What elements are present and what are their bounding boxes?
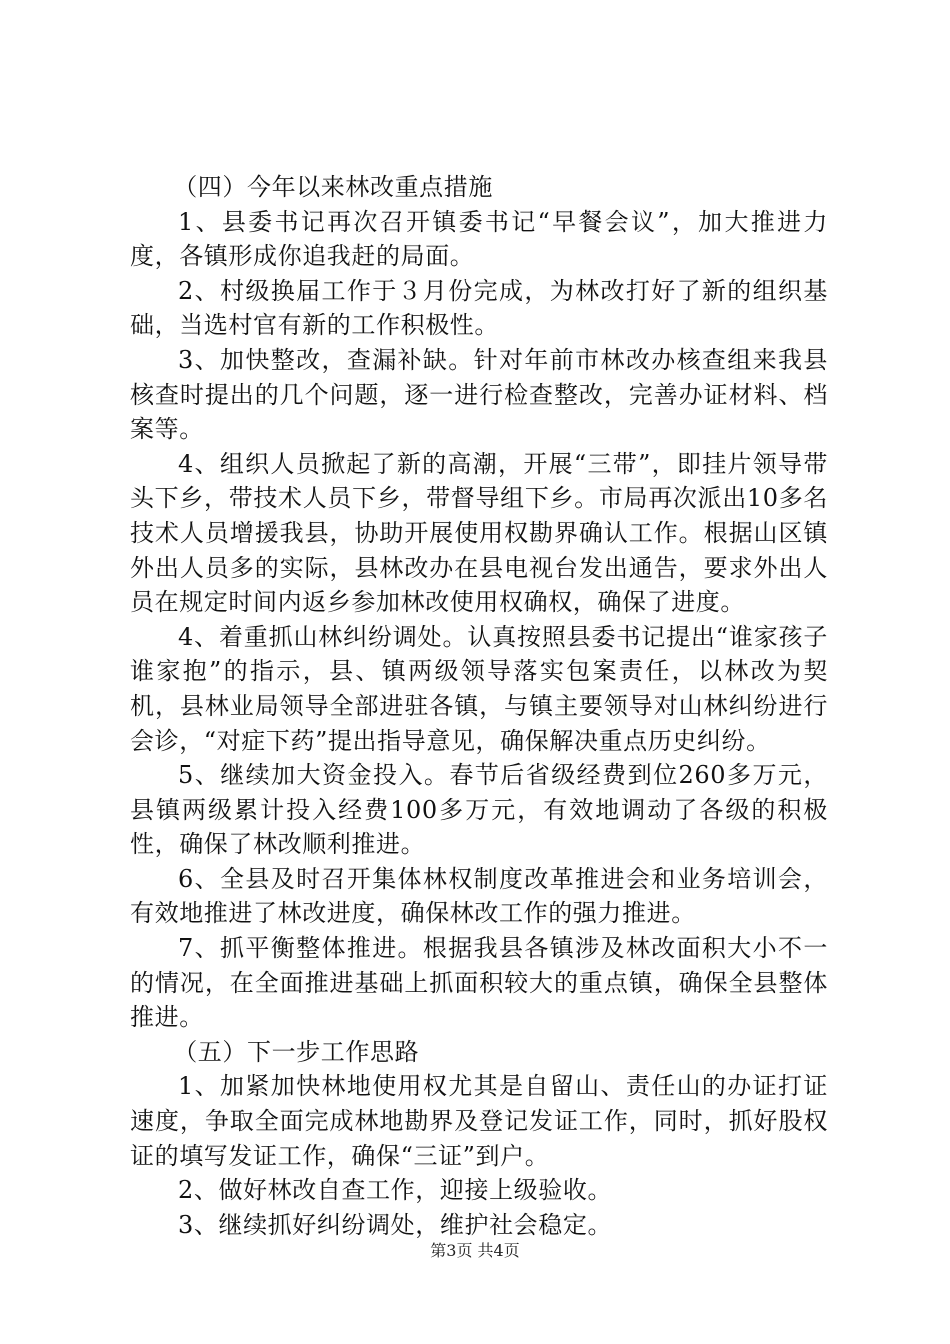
- paragraph-measure-4b: 4、着重抓山林纠纷调处。认真按照县委书记提出“谁家孩子谁家抱”的指示，县、镇两级领导落实包案责任，以林改为契机，县林业局领导全部进驻各镇，与镇主要领导对山林纠纷进行会诊，“对症下药”提出指导意见，确保解决重点历史纠纷。: [130, 622, 828, 755]
- paragraph-measure-4a: 4、组织人员掀起了新的高潮，开展“三带”，即挂片领导带头下乡，带技术人员下乡，带督导组下乡。市局再次派出10多名技术人员增援我县，协助开展使用权勘界确认工作。根据山区镇外出人员多的实际，县林改办在县电视台发出通告，要求外出人员在规定时间内返乡参加林改使用权确权，确保了进度。: [130, 449, 828, 617]
- section-heading-five: （五）下一步工作思路: [173, 1037, 420, 1066]
- paragraph-next-step-3: 3、继续抓好纠纷调处，维护社会稳定。: [178, 1210, 613, 1239]
- document-body: [130, 170, 828, 1242]
- section-heading-four: （四）今年以来林改重点措施: [173, 173, 493, 201]
- page-number-footer: 第3页 共4页: [430, 1241, 520, 1260]
- paragraph-measure-6: 6、全县及时召开集体林权制度改革推进会和业务培训会，有效地推进了林改进度，确保林改工作的强力推进。: [130, 864, 828, 928]
- paragraph-measure-1: 1、县委书记再次召开镇委书记“早餐会议”，加大推进力度，各镇形成你追我赶的局面。: [130, 207, 828, 271]
- paragraph-measure-5: 5、继续加大资金投入。春节后省级经费到位260多万元，县镇两级累计投入经费100多万元，有效地调动了各级的积极性，确保了林改顺利推进。: [130, 761, 828, 859]
- paragraph-measure-3: 3、加快整改，查漏补缺。针对年前市林改办核查组来我县核查时提出的几个问题，逐一进行检查整改，完善办证材料、档案等。: [130, 345, 828, 444]
- paragraph-measure-7: 7、抓平衡整体推进。根据我县各镇涉及林改面积大小不一的情况，在全面推进基础上抓面积较大的重点镇，确保全县整体推进。: [130, 934, 828, 1032]
- paragraph-next-step-1: 1、加紧加快林地使用权尤其是自留山、责任山的办证打证速度，争取全面完成林地勘界及登记发证工作，同时，抓好股权证的填写发证工作，确保“三证”到户。: [130, 1072, 828, 1170]
- paragraph-next-step-2: 2、做好林改自查工作，迎接上级验收。: [178, 1176, 613, 1205]
- paragraph-measure-2: 2、村级换届工作于３月份完成，为林改打好了新的组织基础，当选村官有新的工作积极性。: [130, 276, 828, 340]
